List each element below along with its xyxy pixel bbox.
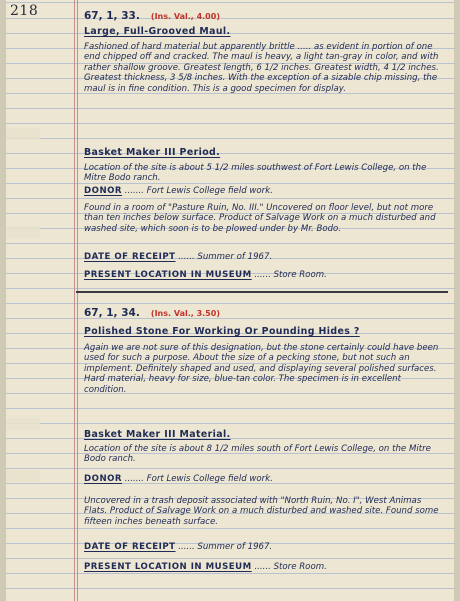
present-location-value: ...... Store Room. xyxy=(254,562,327,572)
artifact-description: Again we are not sure of this designation, but the stone certainly could have been used for such a purpose. About the size of a pecking stone, but not such an implement. Definitely shaped and used, and displaying several polished surfaces. Hard material, heavy for size, blue-tan color. The specimen is in excellent condition. xyxy=(84,343,439,395)
donor-value: ....... Fort Lewis College field work. xyxy=(124,186,273,196)
catalog-entry-heading xyxy=(84,301,444,320)
present-location-label: PRESENT LOCATION IN MUSEUM xyxy=(84,270,252,280)
insured-value: (Ins. Val., 3.50) xyxy=(150,309,220,318)
receipt-value: ...... Summer of 1967. xyxy=(178,542,273,552)
donor-label: DONOR xyxy=(84,474,123,484)
catalog-number: 67, 1, 33. xyxy=(84,10,140,22)
cultural-period: Basket Maker III Period. xyxy=(84,147,221,158)
entry-divider xyxy=(76,291,448,293)
receipt-line xyxy=(84,542,444,552)
ledger-page xyxy=(6,0,454,601)
insured-value: (Ins. Val., 4.00) xyxy=(150,12,220,21)
donor-label: DONOR xyxy=(84,186,123,196)
present-location-label: PRESENT LOCATION IN MUSEUM xyxy=(84,562,252,572)
present-location-line xyxy=(84,270,444,280)
receipt-label: DATE OF RECEIPT xyxy=(84,252,176,262)
paper-scrap xyxy=(6,470,40,482)
cultural-period: Basket Maker III Material. xyxy=(84,429,231,440)
present-location-line xyxy=(84,562,444,572)
margin-rule xyxy=(77,0,78,601)
paper-scrap xyxy=(6,128,40,140)
site-location: Location of the site is about 5 1/2 miles southwest of Fort Lewis College, on the Mitre Bodo ranch. xyxy=(84,163,427,184)
receipt-line xyxy=(84,252,444,262)
present-location-value: ...... Store Room. xyxy=(254,270,327,280)
receipt-label: DATE OF RECEIPT xyxy=(84,542,176,552)
receipt-value: ...... Summer of 1967. xyxy=(178,252,273,262)
site-location: Location of the site is about 8 1/2 miles south of Fort Lewis College, on the Mitre Bodo ranch. xyxy=(84,444,431,465)
donor-line xyxy=(84,474,444,484)
artifact-description: Fashioned of hard material but apparently brittle ..... as evident in portion of one end chipped off and cracked. The maul is heavy, a light tan-gray in color, and with rather shallow groove. Greatest length, 6 1/2 inches. Greatest width, 4 1/2 inches. Greatest thickness, 3 5/8 inches. With the exception of a sizable chip missing, the maul is in fine condition. This is a good specimen for display. xyxy=(84,42,439,94)
catalog-number: 67, 1, 34. xyxy=(84,307,140,319)
find-details: Found in a room of "Pasture Ruin, No. III." Uncovered on floor level, but not more than ten inches below surface. Product of Salvage Work on a much disturbed and washed site, which soon is to be plowed under by Mr. Bodo. xyxy=(84,203,436,234)
paper-scrap xyxy=(6,226,40,238)
catalog-entry-heading xyxy=(84,4,444,23)
find-details: Uncovered in a trash deposit associated with "North Ruin, No. I", West Animas Flats. Product of Salvage Work on a much disturbed and washed site. Found some fifteen inches beneath surface. xyxy=(84,496,439,527)
page-number: 218 xyxy=(10,3,39,19)
paper-scrap xyxy=(6,418,40,430)
margin-rule xyxy=(74,0,75,601)
donor-value: ....... Fort Lewis College field work. xyxy=(124,474,273,484)
artifact-title: Large, Full-Grooved Maul. xyxy=(84,26,231,37)
donor-line xyxy=(84,186,444,196)
artifact-title: Polished Stone For Working Or Pounding Hides ? xyxy=(84,326,360,337)
